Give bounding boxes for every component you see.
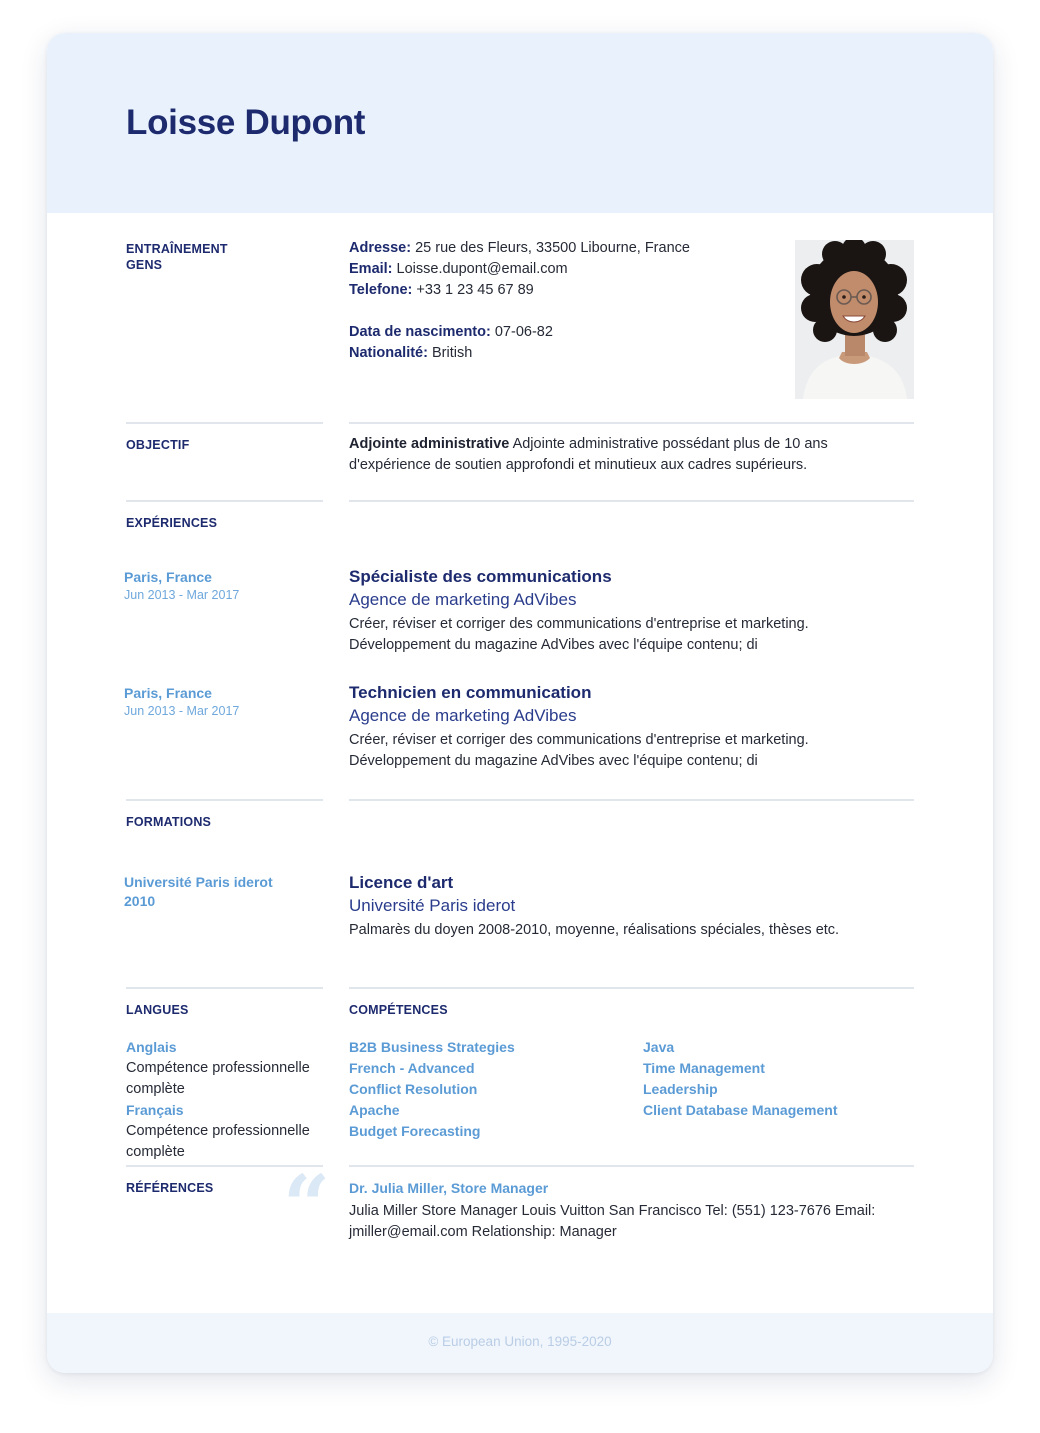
skills-column-2 bbox=[643, 1037, 913, 1121]
experience-dates: Jun 2013 - Mar 2017 bbox=[124, 588, 240, 602]
skill-item: Java bbox=[643, 1039, 675, 1055]
language-level: Compétence professionnelle complète bbox=[126, 1123, 310, 1160]
footer bbox=[47, 1313, 993, 1373]
experience-1 bbox=[349, 565, 909, 656]
skills-section-label: COMPÉTENCES bbox=[349, 1003, 448, 1017]
experience-2-meta bbox=[124, 684, 239, 720]
quote-icon: “ bbox=[283, 1158, 331, 1254]
reference-text: Julia Miller Store Manager Louis Vuitton San Francisco Tel: (551) 123-7676 Email: jmiller@email.com Relationship: Manager bbox=[349, 1203, 876, 1240]
resume-card bbox=[47, 33, 993, 1373]
experiences-section-label: EXPÉRIENCES bbox=[126, 516, 218, 530]
objective-section-label: OBJECTIF bbox=[126, 438, 190, 452]
phone-line: Telefone: +33 1 23 45 67 89 bbox=[349, 282, 534, 298]
personal-section-label: ENTRAÎNEMENT GENS bbox=[126, 242, 228, 272]
degree-title: Licence d'art bbox=[349, 873, 454, 892]
experience-1-meta bbox=[124, 568, 239, 604]
objective-text: Adjointe administrative Adjointe administrative possédant plus de 10 ans d'expérience de soutien approfondi et minutieux aux cadres supérieurs. bbox=[349, 436, 828, 473]
job-description: Créer, réviser et corriger des communications d'entreprise et marketing. Développement du magazine AdVibes avec l'équipe contenu; di bbox=[349, 616, 809, 653]
reference-entry bbox=[349, 1179, 909, 1243]
formation-school: Université Paris iderot 2010 bbox=[124, 874, 273, 909]
language-level: Compétence professionnelle complète bbox=[126, 1060, 310, 1097]
divider bbox=[126, 987, 323, 989]
email-line: Email: Loisse.dupont@email.com bbox=[349, 261, 568, 277]
company-name: Agence de marketing AdVibes bbox=[349, 590, 577, 609]
language-name: Anglais bbox=[126, 1039, 177, 1055]
experience-2 bbox=[349, 681, 909, 772]
experience-location: Paris, France bbox=[124, 569, 212, 585]
formation-description: Palmarès du doyen 2008-2010, moyenne, réalisations spéciales, thèses etc. bbox=[349, 922, 840, 938]
avatar bbox=[795, 240, 914, 399]
divider bbox=[349, 1165, 914, 1167]
experience-location: Paris, France bbox=[124, 685, 212, 701]
references-section-label: RÉFÉRENCES bbox=[126, 1181, 214, 1195]
language-name: Français bbox=[126, 1102, 184, 1118]
divider bbox=[126, 422, 323, 424]
personal-info bbox=[349, 238, 789, 364]
footer-copyright: © European Union, 1995-2020 bbox=[428, 1334, 612, 1349]
company-name: Agence de marketing AdVibes bbox=[349, 706, 577, 725]
divider bbox=[349, 987, 914, 989]
nationality-line: Nationalité: British bbox=[349, 345, 473, 361]
job-title: Technicien en communication bbox=[349, 683, 592, 702]
skill-item: Apache bbox=[349, 1102, 400, 1118]
skill-item: Budget Forecasting bbox=[349, 1123, 481, 1139]
formations-section-label: FORMATIONS bbox=[126, 815, 212, 829]
languages-list bbox=[126, 1037, 326, 1163]
divider bbox=[126, 500, 323, 502]
experience-dates: Jun 2013 - Mar 2017 bbox=[124, 704, 240, 718]
skill-item: B2B Business Strategies bbox=[349, 1039, 515, 1055]
skill-item: Client Database Management bbox=[643, 1102, 838, 1118]
skill-item: Leadership bbox=[643, 1081, 718, 1097]
skill-item: Time Management bbox=[643, 1060, 765, 1076]
birthdate-line: Data de nascimento: 07-06-82 bbox=[349, 324, 553, 340]
person-name: Loisse Dupont bbox=[126, 103, 366, 142]
profile-photo bbox=[795, 240, 914, 399]
reference-name: Dr. Julia Miller, Store Manager bbox=[349, 1180, 549, 1196]
skills-column-1 bbox=[349, 1037, 629, 1142]
email-link[interactable]: Loisse.dupont@email.com bbox=[396, 261, 568, 277]
languages-section-label: LANGUES bbox=[126, 1003, 189, 1017]
address-line: Adresse: 25 rue des Fleurs, 33500 Libourne, France bbox=[349, 240, 690, 256]
resume-header bbox=[47, 33, 993, 213]
job-title: Spécialiste des communications bbox=[349, 567, 612, 586]
formation-detail bbox=[349, 871, 909, 941]
job-description: Créer, réviser et corriger des communications d'entreprise et marketing. Développement du magazine AdVibes avec l'équipe contenu; di bbox=[349, 732, 809, 769]
divider bbox=[349, 500, 914, 502]
institution-name: Université Paris iderot bbox=[349, 896, 516, 915]
skill-item: French - Advanced bbox=[349, 1060, 475, 1076]
divider bbox=[349, 799, 914, 801]
skill-item: Conflict Resolution bbox=[349, 1081, 478, 1097]
divider bbox=[349, 422, 914, 424]
divider bbox=[126, 799, 323, 801]
